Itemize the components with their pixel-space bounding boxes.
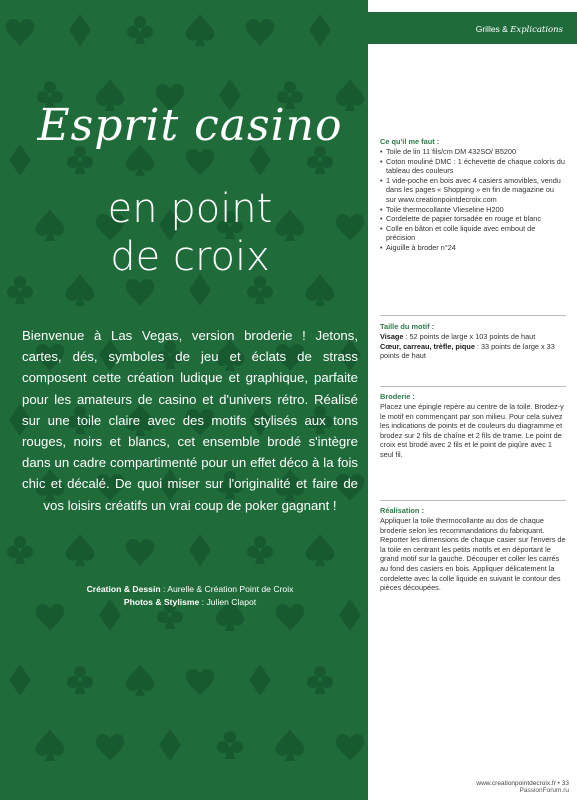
- size-suits-value: : 33 points de large x 33 points de haut: [380, 341, 555, 361]
- footer-text: www.creationpointdecroix.fr • 33: [476, 780, 569, 787]
- list-item: • Coton mouliné DMC : 1 échevette de chaque coloris du tableau des couleurs: [380, 157, 566, 176]
- list-item: • 1 vide-poche en bois avec 4 casiers amovibles, vendu dans les pages « Shopping » en fin de magazine ou sur www.creationpointdecroix.com: [380, 176, 566, 205]
- size-visage-value: : 52 points de large x 103 points de haut: [403, 332, 536, 341]
- list-item: • Toile de lin 11 fils/cm DM 432SO/ B5200: [380, 147, 566, 157]
- title-line-2: de croix: [110, 234, 270, 280]
- credits: [20, 583, 360, 609]
- divider: [380, 315, 566, 316]
- size-title: Taille du motif :: [380, 322, 435, 331]
- credit-photo-label: Photos & Stylisme: [123, 597, 200, 607]
- embroidery-text: Placez une épingle repère au centre de la toile. Brodez-y le motif en commençant par son milieu. Pour cela suivez les indications de points et de couleurs du diagramme et brodez sur 2 fils de chaîne et 2 fils de trame. Le point de croix est brodé avec 2 fils et le point de piqûre avec 1 seul fil.: [380, 402, 564, 459]
- instructions-column: [368, 0, 577, 800]
- title-script: Esprit casino: [37, 100, 343, 151]
- watermark: PassionForum.ru: [519, 787, 569, 794]
- section-header: [368, 12, 577, 44]
- list-item: • Cordelette de papier torsadée en rouge et blanc: [380, 214, 566, 224]
- embroidery-section: [380, 392, 566, 460]
- size-suits: [380, 342, 566, 361]
- size-section: [380, 322, 566, 361]
- intro-paragraph: Bienvenue à Las Vegas, version broderie ! Jetons, cartes, dés, symboles de jeu et éclats de strass composent cette création ludique et graphique, parfaite pour les amateurs de casino et d'univers rétro. Réalisé sur une toile claire avec des motifs stylisés aux tons rouges, noirs et blancs, cet ensemble brodé s'intègre dans un cadre compartimenté pour un effet déco à la fois chic et décalé. De quoi miser sur l'originalité et faire de vos loisirs créatifs un vrai coup de poker gagnant !: [22, 328, 358, 513]
- size-visage: [380, 332, 566, 342]
- materials-title: Ce qu'il me faut :: [380, 137, 440, 146]
- list-item: • Colle en bâton et colle liquide avec embout de précision: [380, 224, 566, 243]
- embroidery-title: Broderie :: [380, 392, 415, 401]
- credit-design-value: : Aurelle & Création Point de Croix: [160, 584, 294, 594]
- credit-design-label: Création & Dessin: [86, 584, 161, 594]
- materials-section: [380, 137, 566, 253]
- size-visage-label: Visage: [380, 332, 404, 341]
- divider: [380, 386, 566, 387]
- credit-photo-value: : Julien Clapot: [199, 597, 257, 607]
- assembly-section: [380, 506, 566, 593]
- header-label: Grilles &: [475, 24, 511, 34]
- page-title: [40, 185, 340, 281]
- list-item: • Toile thermocollante Vlieseline H200: [380, 205, 566, 215]
- list-item: • Aiguille à broder n°24: [380, 243, 566, 253]
- size-suits-label: Cœur, carreau, trèfle, pique: [380, 341, 475, 351]
- credit-photo: [20, 596, 360, 609]
- divider: [380, 500, 566, 501]
- page-footer: [476, 780, 569, 794]
- credit-design: [20, 583, 360, 596]
- assembly-title: Réalisation :: [380, 506, 424, 515]
- header-label-script: Explications: [510, 25, 563, 35]
- materials-list: [380, 147, 566, 253]
- assembly-text: Appliquer la toile thermocollante au dos de chaque broderie selon les recommandations du fabriquant. Reporter les dimensions de chaque casier sur l'envers de la toile en centrant les petits motifs et en déportant le grand motif sur la gauche. Découper et coller les carrés au fond des casiers en bois. Appliquer délicatement la cordelette avec la colle liquide en suivant le contour des pièces découpées.: [380, 516, 566, 593]
- title-line-1: en point: [107, 186, 273, 232]
